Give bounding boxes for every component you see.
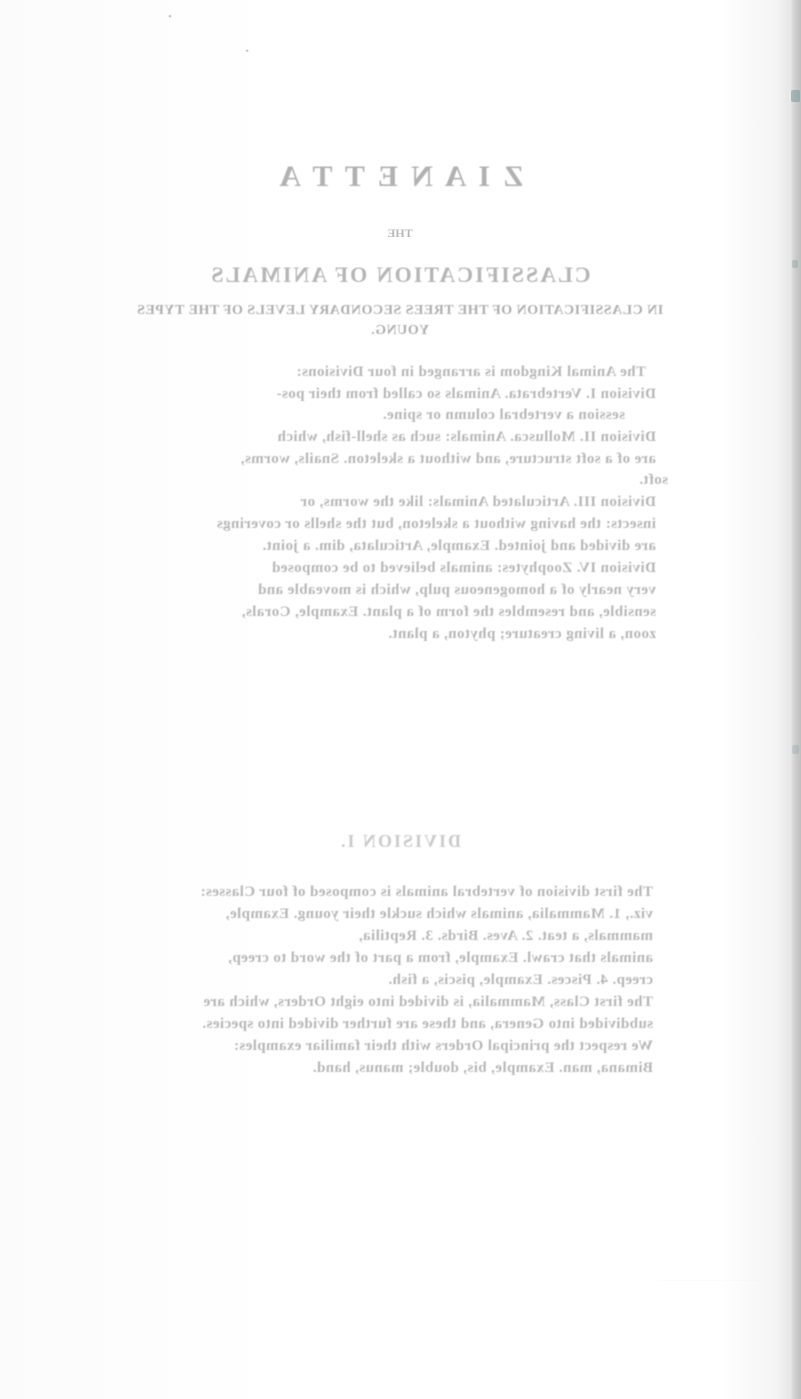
paragraph-line: subdivided into Genera, and these are further divided into species. <box>202 1016 653 1032</box>
paragraph-line: The first division of vertebral animals is composed of four Classes: <box>200 884 653 900</box>
paragraph-line: Division I. Vertebrata. Animals so called from their pos- <box>276 386 656 402</box>
paragraph-line: sensible, and resembles the form of a plant. Example, Corals, <box>241 604 656 620</box>
paragraph-line: insects: the having without a skeleton, but the shells or coverings <box>216 516 656 532</box>
paragraph-line: viz., 1. Mammalia, animals which suckle their young. Example, <box>225 906 653 922</box>
paragraph-line: are of a soft structure, and without a skeleton. Snails, worms, <box>240 451 656 467</box>
section-heading: DIVISION I. <box>338 831 462 851</box>
page-title: Z I A N E T T A <box>276 160 524 193</box>
paragraph-line: mammals, a teat. 2. Aves. Birds. 3. Reptilia, <box>358 928 653 944</box>
edge-speck <box>791 90 800 102</box>
edge-speck <box>792 745 799 754</box>
paragraph-line: soft. <box>638 472 668 488</box>
paragraph-line: very nearly of a homogeneous pulp, which is moveable and <box>257 582 656 598</box>
paragraph-line: The Animal Kingdom is arranged in four Divisions: <box>296 364 646 380</box>
paragraph-line: Division II. Mollusca. Animals: such as shell-fish, which <box>277 429 656 445</box>
paragraph-line: creep. 4. Pisces. Example, piscis, a fish. <box>388 972 653 988</box>
paragraph-line: Division IV. Zoophytes: animals believed to be composed <box>271 560 656 576</box>
paragraph-line: The first Class, Mammalia, is divided into eight Orders, which are <box>203 994 653 1010</box>
subtitle-line: YOUNG. <box>370 323 430 338</box>
paragraph-line: animals that crawl. Example, from a part of the word to creep, <box>227 950 653 966</box>
page-mark: • <box>168 11 172 23</box>
paper-shadow <box>638 1280 763 1351</box>
paragraph-line: We respect the principal Orders with their familiar examples: <box>233 1038 653 1054</box>
page-subtitle: CLASSIFICATION OF ANIMALS <box>209 262 591 287</box>
edge-speck <box>792 260 798 268</box>
title-article: THE <box>387 226 413 240</box>
page-mark: ٭ <box>245 46 250 55</box>
paragraph-line: session a vertebral column or spine. <box>382 407 625 423</box>
paragraph-line: Bimana, man. Example, bis, double; manus, hand. <box>312 1060 653 1076</box>
paragraph-line: are divided and jointed. Example, Articulata, dim. a joint. <box>262 538 656 554</box>
paragraph-line: Division III. Articulated Animals: like the worms, or <box>300 494 656 510</box>
subtitle-line: IN CLASSIFICATION OF THE TREES SECONDARY LEVELS OF THE TYPES <box>136 303 664 318</box>
page-right-edge <box>789 0 801 1399</box>
paragraph-line: zoon, a living creature; phyton, a plant. <box>388 626 656 642</box>
